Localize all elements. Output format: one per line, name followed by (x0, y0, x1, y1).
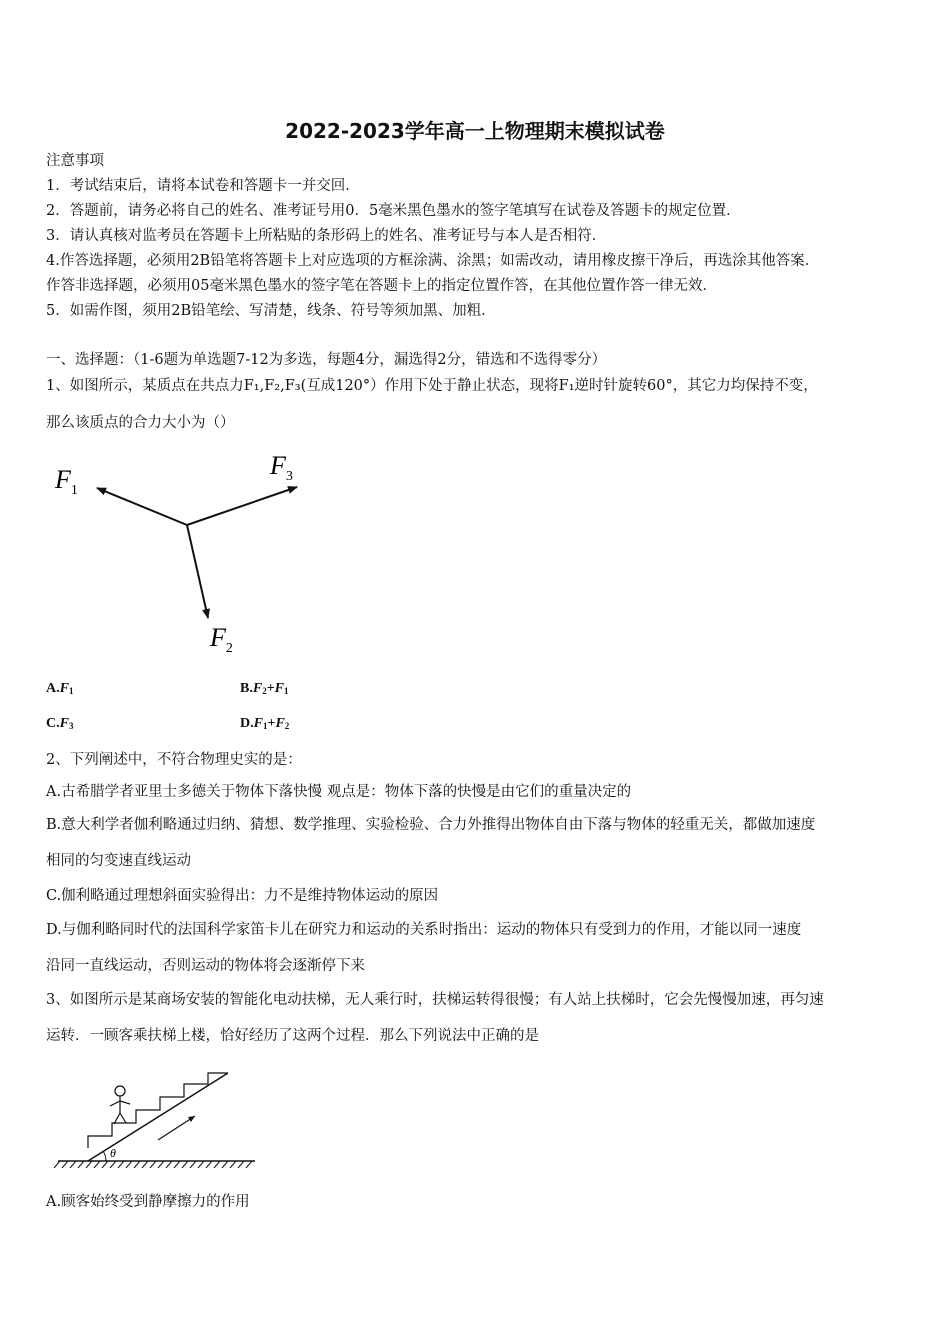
q1-stem-line2: 那么该质点的合力大小为（） (46, 415, 235, 431)
q2-option-b: B.意大利学者伽利略通过归纳、猜想、数学推理、实验检验、合力外推得出物体自由下落与物体的轻重无关，都做加速度 (46, 817, 816, 833)
q3-option-a: A.顾客始终受到静摩擦力的作用 (46, 1194, 250, 1210)
svg-text:F3: $F_3$ (270, 451, 293, 484)
q2-stem: 2、下列阐述中，不符合物理史实的是： (46, 752, 302, 768)
notice-item: 3．请认真核对监考员在答题卡上所粘贴的条形码上的姓名、准考证号与本人是否相符． (46, 228, 607, 244)
q3-stem-line1: 3、如图所示是某商场安装的智能化电动扶梯，无人乘行时，扶梯运转得很慢；有人站上扶梯时，它会先慢慢加速，再匀速 (46, 992, 824, 1008)
q1-option-a: $A.F_1$ (46, 681, 74, 696)
notice-item: 1．考试结束后，请将本试卷和答题卡一并交回． (46, 178, 360, 194)
q2-option-d: D.与伽利略同时代的法国科学家笛卡儿在研究力和运动的关系时指出：运动的物体只有受到力的作用，才能以同一速度 (46, 922, 802, 938)
notice-item: 作答非选择题，必须用05毫米黑色墨水的签字笔在答题卡上的指定位置作答，在其他位置作答一律无效． (46, 278, 717, 294)
q2-option-c: C.伽利略通过理想斜面实验得出：力不是维持物体运动的原因 (46, 888, 439, 904)
escalator-steps (88, 1073, 228, 1148)
svg-text:F2: $F_2$ (210, 623, 233, 656)
q2-option-d-cont: 沿同一直线运动，否则运动的物体将会逐渐停下来 (46, 958, 365, 974)
section-heading: 一、选择题：（1-6题为单选题7-12为多选，每题4分，漏选得2分，错选和不选得零分） (46, 352, 607, 368)
notice-item: 5．如需作图，须用2B铅笔绘、写清楚，线条、符号等须加黑、加粗． (46, 303, 496, 319)
f3-arrow (187, 487, 297, 525)
q1-option-b: $B.F_2+F_1$ (240, 681, 289, 696)
q2-option-b-cont: 相同的匀变速直线运动 (46, 853, 191, 869)
force-diagram (40, 440, 340, 665)
f2-label: F (210, 623, 226, 652)
q1-option-c: $C.F_3$ (46, 716, 74, 731)
q3-stem-line2: 运转．一顾客乘扶梯上楼，恰好经历了这两个过程．那么下列说法中正确的是 (46, 1028, 539, 1044)
notice-item: 4.作答选择题，必须用2B铅笔将答题卡上对应选项的方框涂满、涂黑；如需改动，请用橡皮擦干净后，再选涂其他答案． (46, 253, 820, 269)
q1-stem-line1: 1、如图所示，某质点在共点力F₁,F₂,F₃(互成120°）作用下处于静止状态，现将F₁逆时针旋转60°，其它力均保持不变， (46, 378, 818, 394)
f2-arrow (187, 525, 208, 618)
notice-heading: 注意事项 (46, 153, 104, 169)
f1-label: F (55, 465, 71, 494)
page-title: 2022-2023学年高一上物理期末模拟试卷 (285, 119, 665, 143)
q2-option-a: A.古希腊学者亚里士多德关于物体下落快慢 观点是：物体下落的快慢是由它们的重量决定的 (46, 784, 632, 800)
q1-option-d: $D.F_1+F_2$ (240, 716, 290, 731)
escalator-incline (88, 1073, 228, 1161)
escalator-diagram (50, 1068, 265, 1178)
f3-label: F (270, 451, 286, 480)
notice-item: 2．答题前，请务必将自己的姓名、准考证号用0．5毫米黑色墨水的签字笔填写在试卷及答题卡的规定位置． (46, 203, 741, 219)
passenger-figure (110, 1086, 130, 1124)
svg-text:F1: $F_1$ (55, 465, 78, 498)
angle-theta-label: θ (110, 1146, 116, 1160)
f1-arrow (97, 488, 187, 525)
